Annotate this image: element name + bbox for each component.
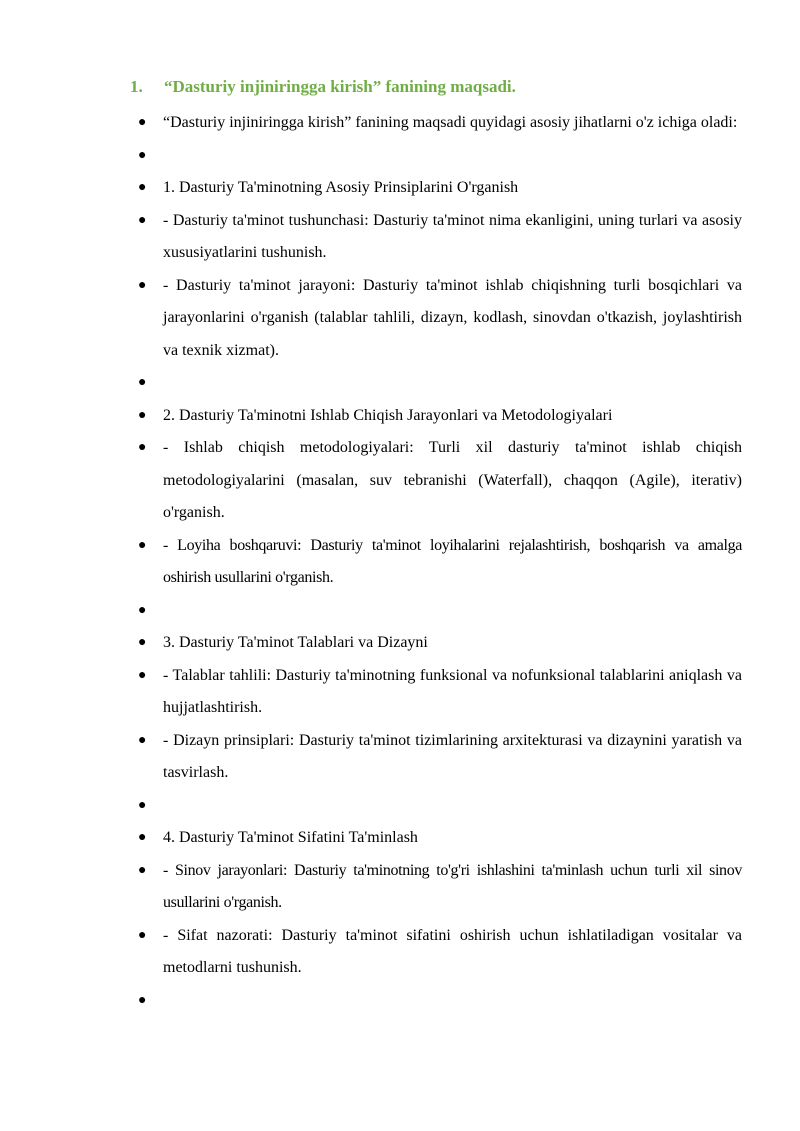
bullet-dot-icon: ●	[138, 407, 147, 423]
section-number: 1.	[130, 77, 143, 96]
list-item-text: - Dizayn prinsiplari: Dasturiy ta'minot tizimlarining arxitekturasi va dizaynini yaratish va tasvirlash.	[163, 731, 742, 781]
list-item	[130, 725, 742, 790]
bullet-dot-icon: ●	[138, 537, 147, 553]
bullet-dot-icon: ●	[138, 830, 147, 845]
list-item	[130, 140, 742, 173]
list-item-text: - Dasturiy ta'minot jarayoni: Dasturiy ta'minot ishlab chiqishning turli bosqichlari va jarayonlarini o'rganish (talablar tahlili, dizayn, kodlash, sinovdan o'tkazish, joylashtirish va texnik xizmat).	[163, 276, 742, 359]
bullet-dot-icon: ●	[138, 667, 147, 683]
section-heading	[130, 76, 516, 98]
bullet-dot-icon: ●	[138, 212, 147, 228]
list-item	[130, 627, 742, 660]
bullet-dot-icon: ●	[138, 797, 147, 813]
list-item	[130, 205, 742, 270]
list-item-text: 2. Dasturiy Ta'minotni Ishlab Chiqish Jarayonlari va Metodologiyalari	[163, 406, 613, 424]
list-item-text: - Talablar tahlili: Dasturiy ta'minotning funksional va nofunksional talablarini aniqlash va hujjatlashtirish.	[163, 666, 742, 716]
list-item	[130, 660, 742, 725]
bullet-dot-icon: ●	[138, 732, 147, 748]
bullet-dot-icon: ●	[138, 375, 147, 390]
section-title: “Dasturiy injiniringga kirish” fanining maqsadi.	[164, 77, 516, 96]
bullet-dot-icon: ●	[138, 602, 147, 618]
list-item-text: - Sinov jarayonlari: Dasturiy ta'minotning to'g'ri ishlashini ta'minlash uchun turli xil sinov usullarini o'rganish.	[163, 861, 742, 911]
bullet-dot-icon: ●	[138, 635, 147, 650]
bullet-dot-icon: ●	[138, 115, 147, 130]
list-item-text: “Dasturiy injiniringga kirish” fanining maqsadi quyidagi asosiy jihatlarni o'z ichiga oladi:	[163, 114, 738, 131]
list-item	[130, 822, 742, 855]
list-item-text: - Dasturiy ta'minot tushunchasi: Dasturiy ta'minot nima ekanligini, uning turlari va asosiy xususiyatlarini tushunish.	[163, 211, 742, 261]
list-item	[130, 790, 742, 823]
bullet-dot-icon: ●	[138, 992, 147, 1008]
list-item	[130, 400, 742, 433]
bullet-dot-icon: ●	[138, 180, 147, 195]
bullet-dot-icon: ●	[138, 862, 147, 878]
bullet-dot-icon: ●	[138, 440, 147, 455]
bullet-dot-icon: ●	[138, 277, 147, 293]
list-item-text: - Ishlab chiqish metodologiyalari: Turli xil dasturiy ta'minot ishlab chiqish metodologiyalarini (masalan, suv tebranishi (Waterfall), chaqqon (Agile), iterativ) o'rganish.	[163, 439, 742, 521]
bullet-list	[130, 107, 742, 1017]
list-item	[130, 270, 742, 368]
list-item-text: 4. Dasturiy Ta'minot Sifatini Ta'minlash	[163, 829, 418, 846]
list-item-text: 3. Dasturiy Ta'minot Talablari va Dizayni	[163, 634, 428, 651]
list-item	[130, 367, 742, 400]
bullet-dot-icon: ●	[138, 147, 147, 163]
list-item	[130, 920, 742, 985]
list-item-text: - Loyiha boshqaruvi: Dasturiy ta'minot loyihalarini rejalashtirish, boshqarish va amalga oshirish usullarini o'rganish.	[163, 536, 742, 586]
list-item	[130, 530, 742, 595]
list-item	[130, 107, 742, 140]
list-item	[130, 855, 742, 920]
list-item-text: 1. Dasturiy Ta'minotning Asosiy Prinsiplarini O'rganish	[163, 179, 519, 196]
list-item	[130, 985, 742, 1018]
bullet-dot-icon: ●	[138, 927, 147, 943]
list-item	[130, 595, 742, 628]
list-item-text: - Sifat nazorati: Dasturiy ta'minot sifatini oshirish uchun ishlatiladigan vositalar va metodlarni tushunish.	[163, 926, 742, 976]
list-item	[130, 172, 742, 205]
list-item	[130, 432, 742, 530]
